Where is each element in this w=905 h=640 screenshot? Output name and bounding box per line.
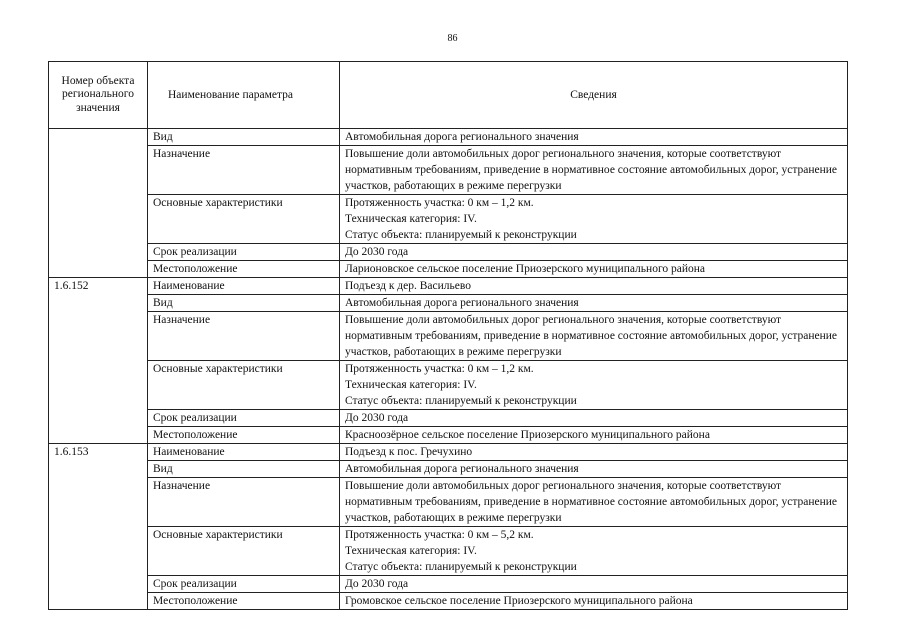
object-number-cell xyxy=(49,244,148,261)
table-row xyxy=(49,312,848,361)
object-number-cell xyxy=(49,427,148,444)
parameter-name-cell: Основные характеристики xyxy=(148,195,340,244)
parameter-value-cell xyxy=(340,576,848,593)
table-header-row xyxy=(49,62,848,129)
table-row xyxy=(49,593,848,610)
parameter-name-cell: Срок реализации xyxy=(148,410,340,427)
value-line: Протяженность участка: 0 км – 5,2 км. xyxy=(345,529,534,541)
table-row xyxy=(49,129,848,146)
objects-table xyxy=(48,61,848,610)
value-line: Автомобильная дорога регионального значения xyxy=(345,131,579,143)
table-row xyxy=(49,261,848,278)
table-row xyxy=(49,461,848,478)
value-line: Протяженность участка: 0 км – 1,2 км. xyxy=(345,197,534,209)
object-number-cell xyxy=(49,593,148,610)
value-line: До 2030 года xyxy=(345,246,409,258)
parameter-value-cell xyxy=(340,461,848,478)
object-number-cell xyxy=(49,312,148,361)
value-line: Подъезд к пос. Гречухино xyxy=(345,446,473,458)
value-line: Статус объекта: планируемый к реконструкции xyxy=(345,229,577,241)
table-body xyxy=(49,129,848,610)
table-row xyxy=(49,478,848,527)
parameter-name-cell: Вид xyxy=(148,129,340,146)
parameter-value-cell xyxy=(340,410,848,427)
page-number: 86 xyxy=(447,33,458,44)
table-row xyxy=(49,444,848,461)
parameter-value-cell xyxy=(340,146,848,195)
object-number-cell xyxy=(49,361,148,410)
parameter-value-cell xyxy=(340,444,848,461)
parameter-value-cell xyxy=(340,295,848,312)
parameter-value-cell xyxy=(340,244,848,261)
parameter-name-cell: Местоположение xyxy=(148,593,340,610)
parameter-name-cell: Местоположение xyxy=(148,427,340,444)
parameter-name-cell: Наименование xyxy=(148,444,340,461)
parameter-value-cell xyxy=(340,361,848,410)
value-line: Техническая категория: IV. xyxy=(345,213,477,225)
object-number-cell: 1.6.152 xyxy=(49,278,148,295)
object-number-cell xyxy=(49,478,148,527)
parameter-value-cell xyxy=(340,527,848,576)
object-number-cell xyxy=(49,295,148,312)
parameter-name-cell: Назначение xyxy=(148,312,340,361)
parameter-value-cell xyxy=(340,261,848,278)
value-line: Повышение доли автомобильных дорог регионального значения, которые соответствуют нормативным требованиям, приведение в нормативное состояние автомобильных дорог, устранение участков, работающих в режиме перегрузки xyxy=(345,480,838,524)
table-row xyxy=(49,427,848,444)
table-row xyxy=(49,278,848,295)
value-line: Ларионовское сельское поселение Приозерского муниципального района xyxy=(345,263,706,275)
object-number-cell xyxy=(49,195,148,244)
table-row xyxy=(49,195,848,244)
object-number-cell xyxy=(49,576,148,593)
parameter-value-cell xyxy=(340,195,848,244)
value-line: Автомобильная дорога регионального значения xyxy=(345,297,579,309)
parameter-value-cell xyxy=(340,478,848,527)
parameter-value-cell xyxy=(340,427,848,444)
value-line: Статус объекта: планируемый к реконструкции xyxy=(345,395,577,407)
header-info: Сведения xyxy=(340,62,848,129)
parameter-name-cell: Основные характеристики xyxy=(148,361,340,410)
parameter-name-cell: Наименование xyxy=(148,278,340,295)
header-parameter-name: Наименование параметра xyxy=(148,62,340,129)
table-row xyxy=(49,295,848,312)
object-number-cell xyxy=(49,410,148,427)
value-line: Громовское сельское поселение Приозерского муниципального района xyxy=(345,595,693,607)
parameter-value-cell xyxy=(340,129,848,146)
value-line: Подъезд к дер. Васильево xyxy=(345,280,471,292)
value-line: Техническая категория: IV. xyxy=(345,379,477,391)
parameter-name-cell: Вид xyxy=(148,461,340,478)
header-object-number: Номер объекта регионального значения xyxy=(49,62,148,129)
object-number-cell xyxy=(49,129,148,146)
value-line: Повышение доли автомобильных дорог регионального значения, которые соответствуют нормативным требованиям, приведение в нормативное состояние автомобильных дорог, устранение участков, работающих в режиме перегрузки xyxy=(345,314,838,358)
parameter-name-cell: Назначение xyxy=(148,478,340,527)
parameter-name-cell: Назначение xyxy=(148,146,340,195)
parameter-name-cell: Срок реализации xyxy=(148,244,340,261)
parameter-name-cell: Вид xyxy=(148,295,340,312)
value-line: Красноозёрное сельское поселение Приозерского муниципального района xyxy=(345,429,710,441)
parameter-name-cell: Срок реализации xyxy=(148,576,340,593)
table-row xyxy=(49,146,848,195)
table-row xyxy=(49,410,848,427)
table-row xyxy=(49,576,848,593)
value-line: Протяженность участка: 0 км – 1,2 км. xyxy=(345,363,534,375)
parameter-name-cell: Основные характеристики xyxy=(148,527,340,576)
value-line: До 2030 года xyxy=(345,412,409,424)
parameter-value-cell xyxy=(340,312,848,361)
object-number-cell xyxy=(49,461,148,478)
value-line: Повышение доли автомобильных дорог регионального значения, которые соответствуют нормативным требованиям, приведение в нормативное состояние автомобильных дорог, устранение участков, работающих в режиме перегрузки xyxy=(345,148,838,192)
object-number-cell xyxy=(49,261,148,278)
object-number-cell xyxy=(49,146,148,195)
object-number-cell xyxy=(49,527,148,576)
parameter-name-cell: Местоположение xyxy=(148,261,340,278)
table-row xyxy=(49,527,848,576)
parameter-value-cell xyxy=(340,278,848,295)
value-line: Статус объекта: планируемый к реконструкции xyxy=(345,561,577,573)
parameter-value-cell xyxy=(340,593,848,610)
value-line: Автомобильная дорога регионального значения xyxy=(345,463,579,475)
table-row xyxy=(49,244,848,261)
value-line: До 2030 года xyxy=(345,578,409,590)
table-row xyxy=(49,361,848,410)
value-line: Техническая категория: IV. xyxy=(345,545,477,557)
object-number-cell: 1.6.153 xyxy=(49,444,148,461)
